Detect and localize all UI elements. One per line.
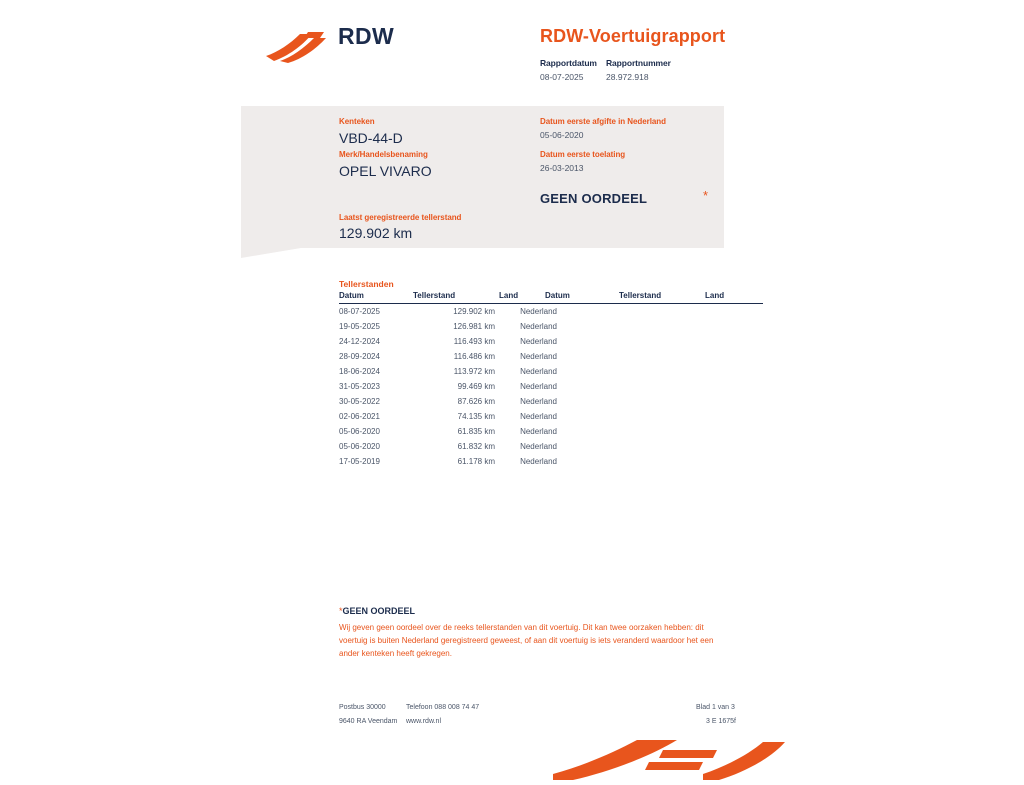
cell-mileage: 116.486 km [453, 352, 495, 361]
table-row [339, 334, 557, 349]
column-header-mileage: Tellerstand [413, 291, 499, 304]
cell-date: 08-07-2025 [339, 307, 380, 316]
report-number-value: 28.972.918 [606, 72, 649, 82]
table-row [339, 379, 557, 394]
column-header-date: Datum [545, 291, 619, 304]
cell-date: 05-06-2020 [339, 442, 380, 451]
footer-address-line2: 9640 RA Veendam [339, 718, 398, 725]
cell-mileage: 61.832 km [457, 442, 495, 451]
footnote-heading-text: GEEN OORDEEL [342, 606, 416, 616]
column-header-country: Land [705, 291, 763, 304]
cell-mileage: 61.178 km [457, 457, 495, 466]
table-row [339, 454, 557, 469]
report-date-label: Rapportdatum [540, 58, 597, 68]
panel-notch-decoration [241, 248, 301, 258]
report-date-value: 08-07-2025 [540, 72, 584, 82]
footer-doc-code: 3 E 1675f [706, 718, 736, 725]
table-header-row [339, 291, 557, 304]
first-issue-label: Datum eerste afgifte in Nederland [540, 117, 666, 126]
column-header-country: Land [499, 291, 557, 304]
report-number-label: Rapportnummer [606, 58, 671, 68]
column-header-mileage: Tellerstand [619, 291, 705, 304]
verdict-footnote-marker: * [703, 188, 709, 203]
cell-mileage: 116.493 km [453, 337, 495, 346]
cell-mileage: 113.972 km [453, 367, 495, 376]
cell-mileage: 126.981 km [453, 322, 495, 331]
mileage-table-left [339, 291, 557, 469]
footnote-heading [339, 606, 415, 616]
footnote-body: Wij geven geen oordeel over de reeks tellerstanden van dit voertuig. Dit kan twee oorzaken hebben: dit voertuig is buiten Nederland geregistreerd geweest, of aan dit voertuig is iets veranderd waardoor het een ander kenteken heeft gekregen. [339, 623, 714, 659]
footer-website[interactable]: www.rdw.nl [406, 718, 442, 725]
mileage-table-right [545, 291, 763, 304]
footer-phone: Telefoon 088 008 74 47 [406, 704, 480, 711]
cell-country: Nederland [520, 397, 557, 406]
table-header-row [545, 291, 763, 304]
cell-mileage: 74.135 km [457, 412, 495, 421]
verdict-text: GEEN OORDEEL [540, 191, 648, 206]
cell-mileage: 87.626 km [457, 397, 495, 406]
first-admission-label: Datum eerste toelating [540, 150, 626, 159]
table-row [339, 304, 557, 320]
cell-country: Nederland [520, 442, 557, 451]
cell-country: Nederland [520, 412, 557, 421]
table-row [339, 364, 557, 379]
brand-value: OPEL VIVARO [339, 163, 432, 179]
cell-date: 05-06-2020 [339, 427, 380, 436]
cell-date: 18-06-2024 [339, 367, 380, 376]
cell-country: Nederland [520, 337, 557, 346]
table-row [339, 319, 557, 334]
report-number-block [606, 58, 671, 82]
cell-date: 24-12-2024 [339, 337, 380, 346]
cell-date: 02-06-2021 [339, 412, 380, 421]
rdw-wordmark: RDW [338, 23, 395, 49]
table-row [339, 439, 557, 454]
column-header-date: Datum [339, 291, 413, 304]
cell-date: 28-09-2024 [339, 352, 380, 361]
table-row [339, 424, 557, 439]
page-title: RDW-Voertuigrapport [540, 26, 726, 46]
cell-mileage: 61.835 km [457, 427, 495, 436]
cell-country: Nederland [520, 382, 557, 391]
footnote-marker: * [339, 606, 343, 616]
cell-country: Nederland [520, 307, 557, 316]
footer-page-info: Blad 1 van 3 [696, 704, 735, 711]
cell-date: 31-05-2023 [339, 382, 380, 391]
cell-country: Nederland [520, 457, 557, 466]
cell-mileage: 99.469 km [457, 382, 495, 391]
first-issue-value: 05-06-2020 [540, 130, 584, 140]
rdw-arrow-logo-icon [264, 30, 330, 64]
cell-mileage: 129.902 km [453, 307, 495, 316]
cell-country: Nederland [520, 322, 557, 331]
cell-country: Nederland [520, 367, 557, 376]
cell-date: 30-05-2022 [339, 397, 380, 406]
mileage-section-title: Tellerstanden [339, 279, 394, 289]
table-row [339, 349, 557, 364]
last-mileage-label: Laatst geregistreerde tellerstand [339, 213, 462, 222]
licence-label: Kenteken [339, 117, 375, 126]
last-mileage-value: 129.902 km [339, 225, 413, 241]
cell-date: 17-05-2019 [339, 457, 380, 466]
rdw-arrow-logo-large-icon [553, 740, 785, 780]
first-admission-value: 26-03-2013 [540, 163, 584, 173]
cell-date: 19-05-2025 [339, 322, 380, 331]
licence-value: VBD-44-D [339, 130, 403, 146]
vehicle-summary-panel [241, 106, 724, 248]
brand-label: Merk/Handelsbenaming [339, 150, 428, 159]
report-date-block [540, 58, 597, 82]
footer-address-line1: Postbus 30000 [339, 704, 386, 711]
cell-country: Nederland [520, 427, 557, 436]
table-row [339, 409, 557, 424]
table-row [339, 394, 557, 409]
cell-country: Nederland [520, 352, 557, 361]
